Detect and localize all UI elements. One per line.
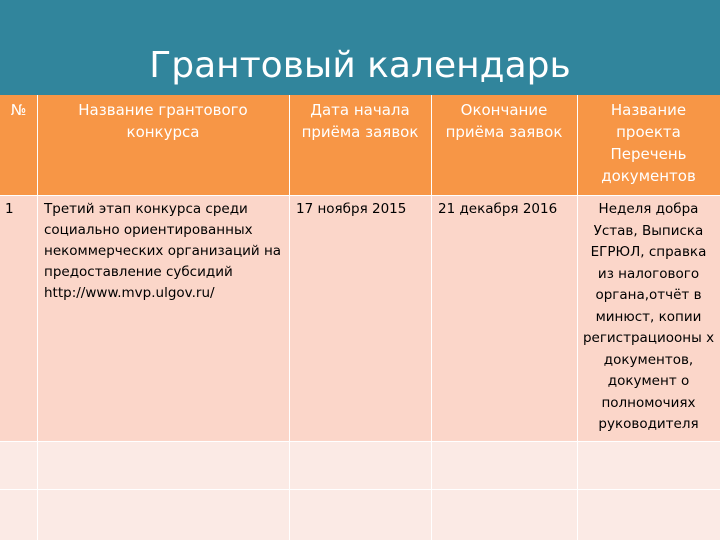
grid-line: [289, 95, 290, 540]
header-contest-name-label: Название грантового конкурса: [78, 101, 248, 141]
empty-row-2: [0, 490, 720, 540]
header-end-date-label: Окончание приёма заявок: [445, 101, 563, 141]
row1-end-date-value: 21 декабря 2016: [438, 201, 558, 217]
grid-line: [0, 441, 720, 442]
grid-line: [0, 195, 720, 196]
row1-start-date: [289, 196, 431, 441]
row1-num-value: 1: [5, 201, 14, 217]
empty-row-1: [0, 441, 720, 489]
row1-project: [577, 196, 720, 441]
header-start-date-label: Дата начала приёма заявок: [301, 101, 419, 141]
header-num-label: №: [10, 101, 27, 119]
grid-line: [0, 489, 720, 490]
row1-project-value: Неделя добра Устав, Выписка ЕГРЮЛ, справка из налогового органа,отчёт в минюст, копии регистрациооны х документов, документ о полномочиях руководителя: [582, 201, 715, 432]
header-start-date: [289, 95, 431, 195]
row1-start-date-value: 17 ноября 2015: [296, 201, 407, 217]
row1-contest-name-value: Третий этап конкурса среди социально ориентированных некоммерческих организаций на предоставление субсидий http://www.mvp.ulgov.ru/: [44, 201, 282, 301]
row1-num: [0, 196, 37, 441]
header-num: [0, 95, 37, 195]
grid-line: [431, 95, 432, 540]
page-title: Грантовый календарь: [149, 45, 571, 86]
header-project: [577, 95, 720, 195]
grid-line: [577, 95, 578, 540]
row1-contest-name: [37, 196, 289, 441]
grid-line: [37, 95, 38, 540]
row1-end-date: [431, 196, 577, 441]
header-end-date: [431, 95, 577, 195]
header-project-label: Название проекта Перечень документов: [601, 101, 696, 185]
header-contest-name: [37, 95, 289, 195]
